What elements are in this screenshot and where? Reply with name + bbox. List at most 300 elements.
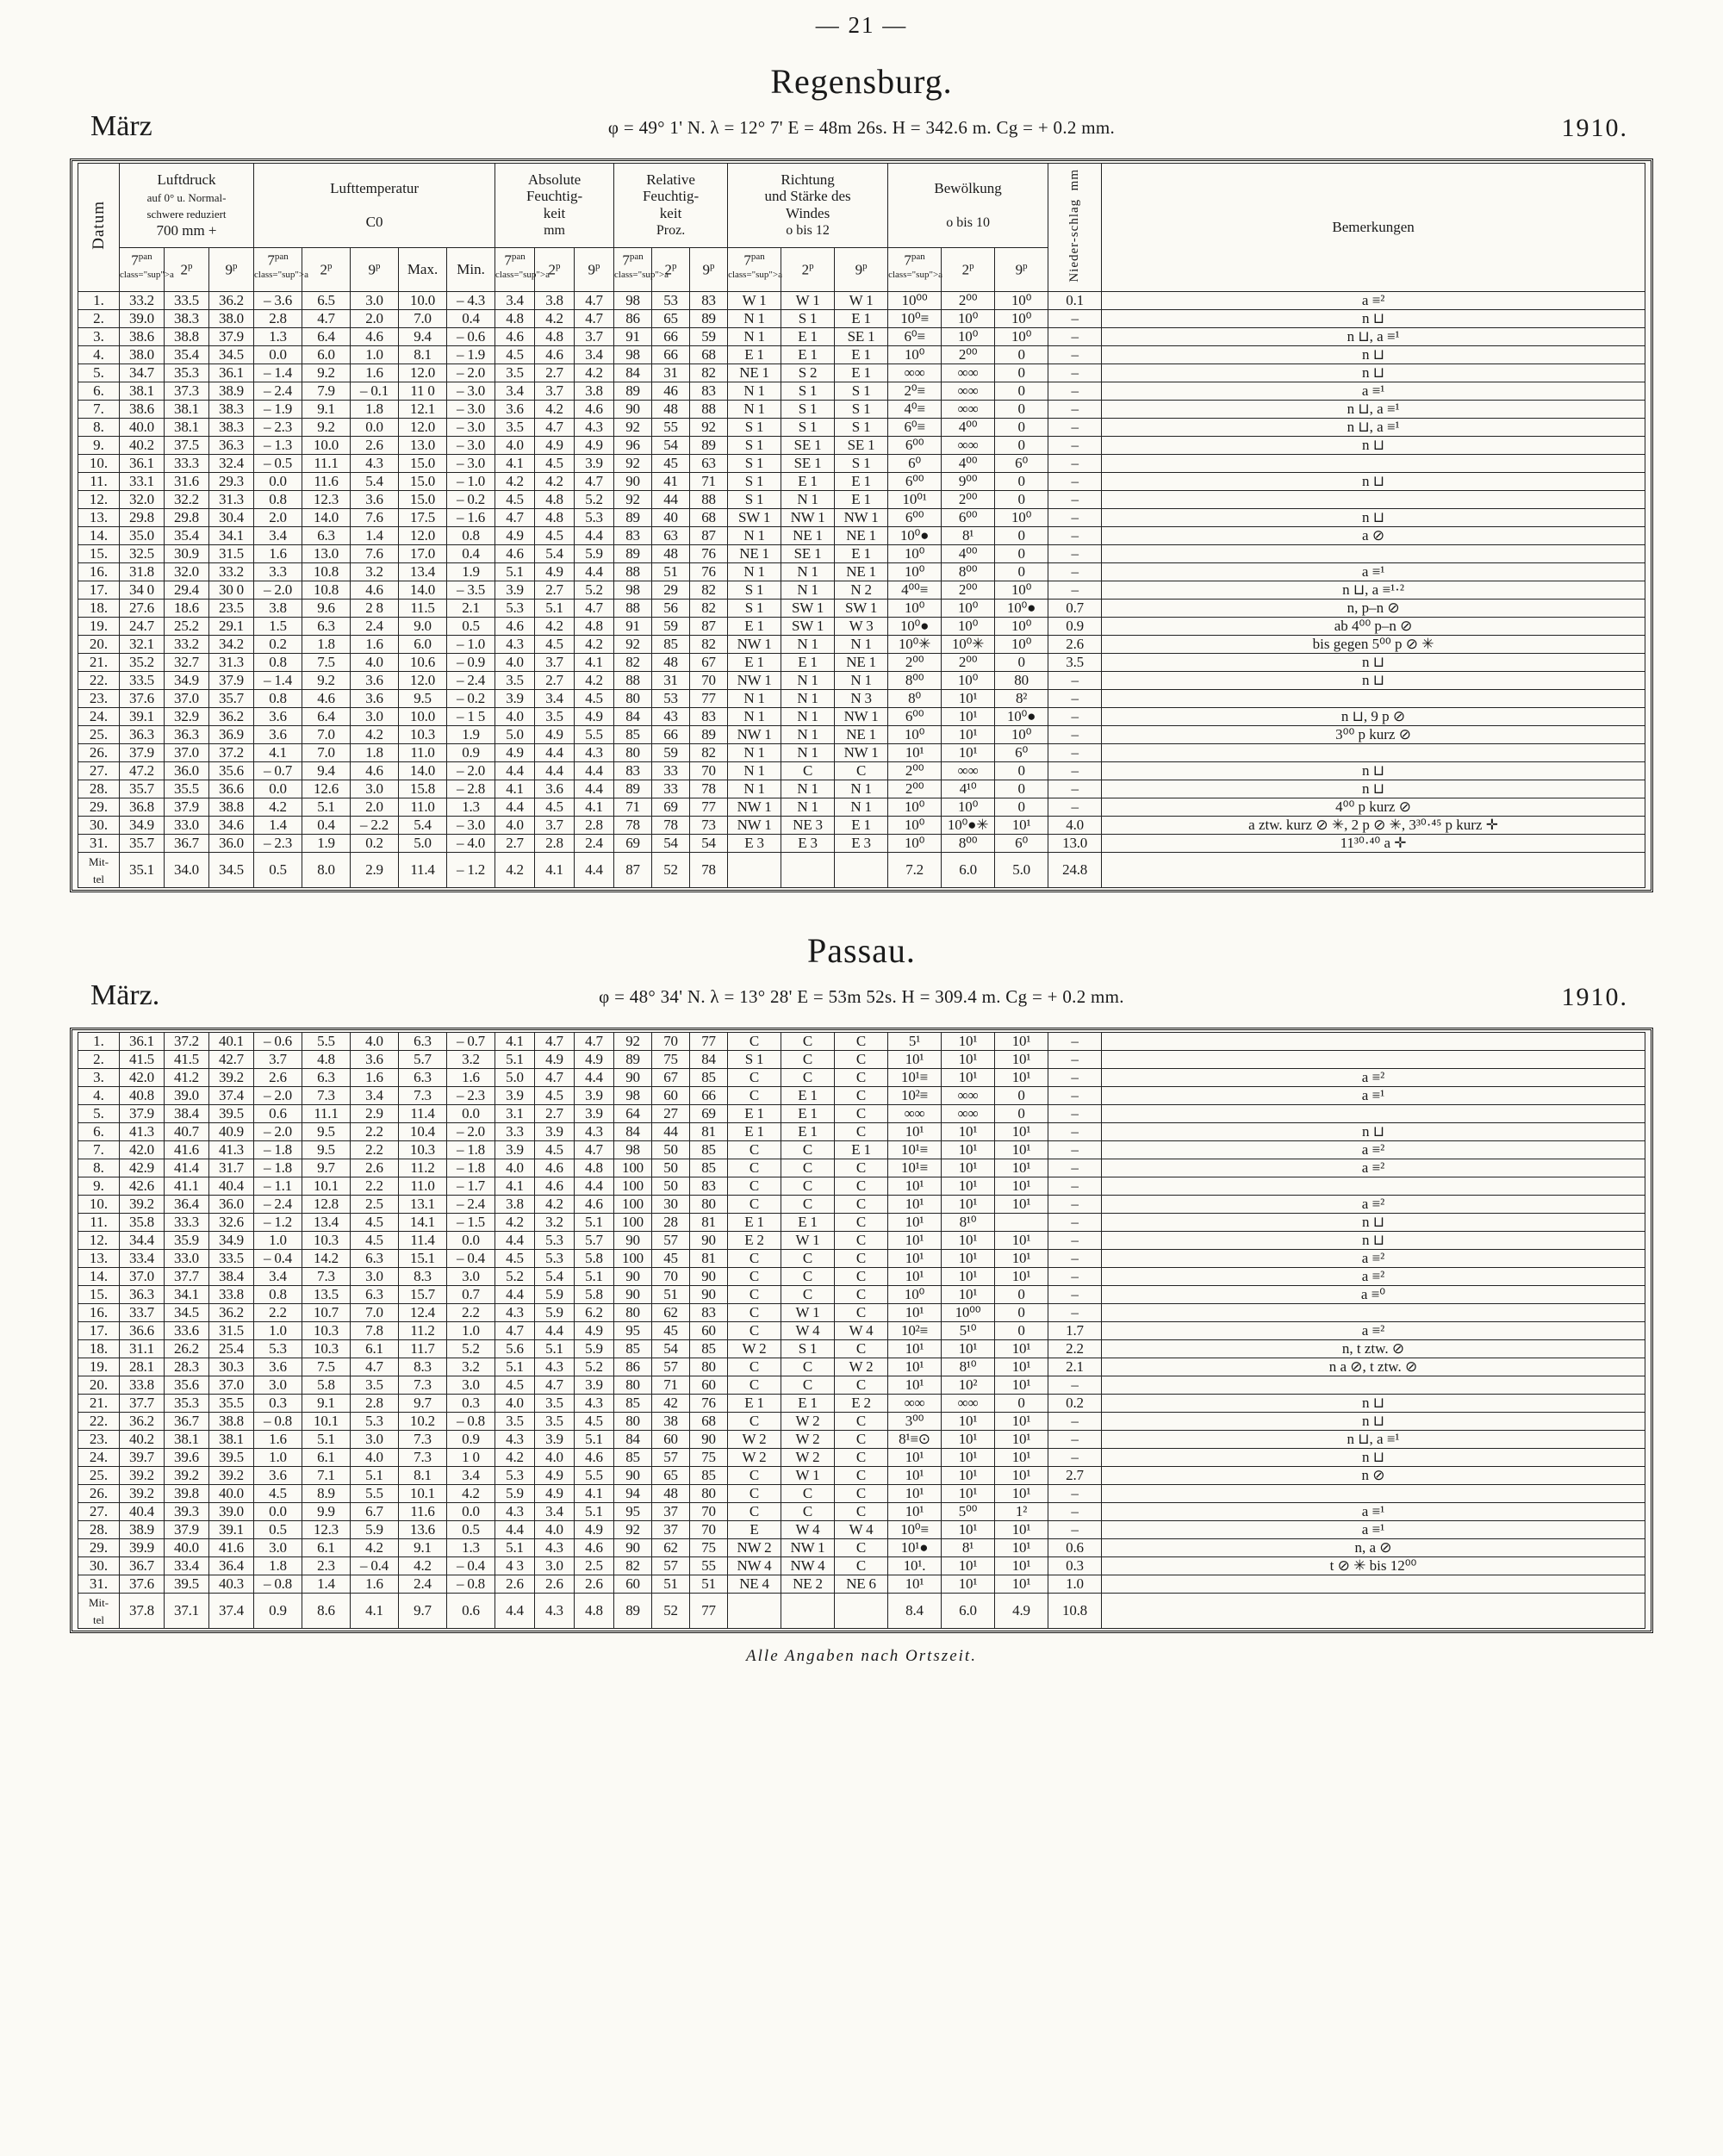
cell-abs-feuchtigkeit: 4.5 <box>575 1413 614 1431</box>
station-title: Passau. <box>807 931 916 971</box>
cell-abs-feuchtigkeit: 3.6 <box>495 401 535 419</box>
cell-lufttemperatur: 2.2 <box>351 1123 399 1141</box>
cell-bewoelkung: 8.4 <box>888 1594 942 1629</box>
cell-rel-feuchtigkeit: 60 <box>690 1322 728 1340</box>
cell-wind: S 1 <box>781 401 835 419</box>
cell-lufttemperatur: – 2.0 <box>254 1123 302 1141</box>
cell-rel-feuchtigkeit: 83 <box>614 527 652 545</box>
cell-luftdruck: 35.9 <box>165 1232 209 1250</box>
cell-lufttemperatur: – 2.0 <box>254 1087 302 1105</box>
cell-bemerkungen: a ≡¹ <box>1102 1521 1645 1539</box>
cell-wind: NW 2 <box>728 1539 781 1557</box>
cell-bemerkungen <box>1102 744 1645 762</box>
cell-lufttemperatur: 0.9 <box>254 1594 302 1629</box>
cell-rel-feuchtigkeit: 98 <box>614 1141 652 1159</box>
cell-abs-feuchtigkeit: 4.0 <box>495 1395 535 1413</box>
cell-lufttemperatur: 0.5 <box>254 1521 302 1539</box>
cell-abs-feuchtigkeit: 3.5 <box>535 708 575 726</box>
cell-luftdruck: 37.7 <box>120 1395 165 1413</box>
cell-lufttemperatur: 1.8 <box>351 401 399 419</box>
cell-lufttemperatur: 0.2 <box>351 835 399 853</box>
cell-niederschlag: – <box>1048 382 1102 401</box>
cell-abs-feuchtigkeit: 5.1 <box>575 1503 614 1521</box>
cell-lufttemperatur: 6.3 <box>302 1069 351 1087</box>
cell-lufttemperatur: – 3.0 <box>447 419 495 437</box>
cell-luftdruck: 38.9 <box>209 382 254 401</box>
table-row <box>78 1159 1645 1177</box>
cell-abs-feuchtigkeit: 5.5 <box>575 1467 614 1485</box>
cell-niederschlag: – <box>1048 1159 1102 1177</box>
table-row <box>78 346 1645 364</box>
cell-wind: NE 1 <box>835 654 888 672</box>
cell-lufttemperatur: 12.8 <box>302 1196 351 1214</box>
cell-lufttemperatur: – 3.0 <box>447 437 495 455</box>
cell-niederschlag: – <box>1048 455 1102 473</box>
cell-rel-feuchtigkeit: 44 <box>652 491 690 509</box>
cell-bewoelkung: 10¹ <box>888 1123 942 1141</box>
cell-rel-feuchtigkeit: 98 <box>614 1087 652 1105</box>
cell-rel-feuchtigkeit: 89 <box>614 780 652 798</box>
cell-abs-feuchtigkeit: 4.5 <box>495 1376 535 1395</box>
cell-wind: E 1 <box>781 346 835 364</box>
cell-lufttemperatur: 3.4 <box>254 527 302 545</box>
cell-datum: 29. <box>78 798 120 817</box>
cell-bewoelkung: ∞∞ <box>942 364 995 382</box>
cell-lufttemperatur: – 0.7 <box>254 762 302 780</box>
cell-bemerkungen: n ⊔ <box>1102 672 1645 690</box>
cell-niederschlag: 0.9 <box>1048 618 1102 636</box>
cell-luftdruck: 34.1 <box>209 527 254 545</box>
cell-rel-feuchtigkeit: 92 <box>614 1033 652 1051</box>
cell-luftdruck: 39.2 <box>120 1485 165 1503</box>
table-row <box>78 1358 1645 1376</box>
cell-datum: 27. <box>78 762 120 780</box>
cell-bemerkungen: n ⊔ <box>1102 1449 1645 1467</box>
cell-lufttemperatur: 7.6 <box>351 545 399 563</box>
cell-bemerkungen <box>1102 1376 1645 1395</box>
cell-bemerkungen: n ⊔ <box>1102 473 1645 491</box>
cell-lufttemperatur: 4.5 <box>351 1232 399 1250</box>
cell-wind: N 1 <box>835 672 888 690</box>
cell-abs-feuchtigkeit: 3.9 <box>535 1431 575 1449</box>
cell-lufttemperatur: – 0.2 <box>447 491 495 509</box>
cell-wind: NW 1 <box>728 636 781 654</box>
cell-lufttemperatur: 5.9 <box>351 1521 399 1539</box>
cell-rel-feuchtigkeit: 67 <box>652 1069 690 1087</box>
cell-bemerkungen: n ⊔, a ≡¹ <box>1102 401 1645 419</box>
cell-wind: W 2 <box>728 1431 781 1449</box>
table-row <box>78 636 1645 654</box>
cell-bewoelkung: 10¹ <box>942 1177 995 1196</box>
cell-lufttemperatur: 0.0 <box>254 1503 302 1521</box>
cell-bemerkungen: a ≡¹ <box>1102 1503 1645 1521</box>
cell-luftdruck: 37.9 <box>120 744 165 762</box>
cell-luftdruck: 32.4 <box>209 455 254 473</box>
cell-rel-feuchtigkeit: 90 <box>614 1069 652 1087</box>
cell-lufttemperatur: 3.0 <box>447 1268 495 1286</box>
cell-luftdruck: 36.4 <box>165 1196 209 1214</box>
cell-bewoelkung: 8⁰⁰ <box>942 835 995 853</box>
cell-bewoelkung: 10¹ <box>942 1485 995 1503</box>
cell-bemerkungen <box>1102 455 1645 473</box>
cell-luftdruck: 37.0 <box>165 744 209 762</box>
cell-wind: N 1 <box>728 382 781 401</box>
cell-abs-feuchtigkeit: 3.9 <box>575 1376 614 1395</box>
cell-lufttemperatur: – 2.3 <box>447 1087 495 1105</box>
cell-lufttemperatur: 11.0 <box>399 798 447 817</box>
cell-luftdruck: 37.0 <box>209 1376 254 1395</box>
col-header: 2$^p$ <box>302 247 351 292</box>
cell-abs-feuchtigkeit: 2.6 <box>535 1575 575 1594</box>
cell-luftdruck: 31.7 <box>209 1159 254 1177</box>
cell-abs-feuchtigkeit: 3.4 <box>495 382 535 401</box>
cell-rel-feuchtigkeit: 78 <box>690 853 728 888</box>
table-row <box>78 690 1645 708</box>
table-row <box>78 835 1645 853</box>
cell-wind: C <box>781 1177 835 1196</box>
cell-bemerkungen: n, t ztw. ⊘ <box>1102 1340 1645 1358</box>
cell-wind: S 1 <box>728 1051 781 1069</box>
cell-lufttemperatur: 8.3 <box>399 1268 447 1286</box>
cell-datum: 18. <box>78 1340 120 1358</box>
cell-lufttemperatur: 0.8 <box>254 1286 302 1304</box>
table-row <box>78 1087 1645 1105</box>
cell-abs-feuchtigkeit: 4.7 <box>495 1322 535 1340</box>
cell-bewoelkung: 10¹ <box>995 1467 1048 1485</box>
cell-bewoelkung: 80 <box>995 672 1048 690</box>
cell-wind: C <box>835 1196 888 1214</box>
cell-datum: 28. <box>78 780 120 798</box>
cell-lufttemperatur: 1.0 <box>254 1232 302 1250</box>
cell-lufttemperatur: 3.2 <box>447 1051 495 1069</box>
cell-abs-feuchtigkeit: 4.6 <box>495 545 535 563</box>
cell-luftdruck: 34.9 <box>120 817 165 835</box>
cell-abs-feuchtigkeit: 4.5 <box>495 346 535 364</box>
cell-bewoelkung: 10¹ <box>888 1358 942 1376</box>
cell-luftdruck: 36.6 <box>120 1322 165 1340</box>
cell-lufttemperatur: 0.0 <box>447 1105 495 1123</box>
cell-datum: Mit- tel <box>78 853 120 888</box>
cell-bewoelkung: 10¹ <box>942 726 995 744</box>
cell-bewoelkung: 10¹ <box>995 1159 1048 1177</box>
cell-bewoelkung: 10⁰≡ <box>888 310 942 328</box>
cell-lufttemperatur: 4.6 <box>302 690 351 708</box>
cell-abs-feuchtigkeit: 4.5 <box>535 1087 575 1105</box>
cell-rel-feuchtigkeit: 92 <box>690 419 728 437</box>
cell-wind: E 2 <box>728 1232 781 1250</box>
table-row <box>78 1250 1645 1268</box>
cell-abs-feuchtigkeit: 5.2 <box>575 491 614 509</box>
cell-lufttemperatur: 2 8 <box>351 600 399 618</box>
cell-luftdruck: 42.6 <box>120 1177 165 1196</box>
cell-luftdruck: 36.7 <box>120 1557 165 1575</box>
cell-abs-feuchtigkeit: 2.7 <box>495 835 535 853</box>
cell-wind: NW 1 <box>728 817 781 835</box>
cell-datum: 3. <box>78 1069 120 1087</box>
cell-luftdruck: 47.2 <box>120 762 165 780</box>
table-row <box>78 1395 1645 1413</box>
table-row <box>78 1521 1645 1539</box>
cell-luftdruck: 38.0 <box>120 346 165 364</box>
cell-wind: C <box>835 1503 888 1521</box>
cell-abs-feuchtigkeit: 4.7 <box>535 419 575 437</box>
cell-datum: 4. <box>78 346 120 364</box>
cell-lufttemperatur: 7.8 <box>351 1322 399 1340</box>
cell-lufttemperatur: – 1.8 <box>447 1141 495 1159</box>
table-row <box>78 1594 1645 1629</box>
cell-lufttemperatur: 13.0 <box>302 545 351 563</box>
cell-abs-feuchtigkeit: 5.4 <box>535 545 575 563</box>
cell-abs-feuchtigkeit: 3.9 <box>575 1087 614 1105</box>
cell-luftdruck: 36.1 <box>120 455 165 473</box>
cell-lufttemperatur: – 1.1 <box>254 1177 302 1196</box>
cell-luftdruck: 40.1 <box>209 1033 254 1051</box>
cell-wind: NW 1 <box>835 708 888 726</box>
cell-bewoelkung: 10¹≡ <box>888 1141 942 1159</box>
cell-bewoelkung: 10¹ <box>995 1123 1048 1141</box>
cell-wind: N 1 <box>781 491 835 509</box>
cell-luftdruck: 34.5 <box>209 346 254 364</box>
cell-wind: SW 1 <box>781 618 835 636</box>
cell-lufttemperatur: 2.8 <box>351 1395 399 1413</box>
cell-lufttemperatur: 1.6 <box>351 1575 399 1594</box>
month-label: März <box>90 110 152 142</box>
cell-lufttemperatur: 3.6 <box>351 491 399 509</box>
cell-rel-feuchtigkeit: 85 <box>614 1395 652 1413</box>
cell-lufttemperatur: 11.6 <box>399 1503 447 1521</box>
cell-rel-feuchtigkeit: 42 <box>652 1395 690 1413</box>
cell-luftdruck: 40.7 <box>165 1123 209 1141</box>
cell-rel-feuchtigkeit: 50 <box>652 1177 690 1196</box>
cell-wind: SE 1 <box>781 455 835 473</box>
table-row <box>78 1141 1645 1159</box>
cell-abs-feuchtigkeit: 3.7 <box>575 328 614 346</box>
cell-abs-feuchtigkeit: 5.1 <box>495 563 535 581</box>
cell-lufttemperatur: 7.0 <box>302 744 351 762</box>
cell-abs-feuchtigkeit: 4.4 <box>495 1521 535 1539</box>
cell-lufttemperatur: 2.4 <box>399 1575 447 1594</box>
cell-luftdruck: 32.6 <box>209 1214 254 1232</box>
cell-abs-feuchtigkeit: 4.3 <box>495 1431 535 1449</box>
cell-luftdruck: 40.0 <box>120 419 165 437</box>
cell-lufttemperatur: 4.2 <box>399 1557 447 1575</box>
cell-niederschlag: – <box>1048 1033 1102 1051</box>
cell-luftdruck: 38.1 <box>120 382 165 401</box>
cell-datum: 26. <box>78 744 120 762</box>
cell-luftdruck: 36.9 <box>209 726 254 744</box>
cell-abs-feuchtigkeit: 4.2 <box>495 853 535 888</box>
cell-wind: N 1 <box>781 690 835 708</box>
cell-niederschlag: 0.6 <box>1048 1539 1102 1557</box>
cell-niederschlag: 2.7 <box>1048 1467 1102 1485</box>
cell-lufttemperatur: 2.2 <box>254 1304 302 1322</box>
cell-luftdruck: 18.6 <box>165 600 209 618</box>
cell-bewoelkung: 10¹ <box>942 1449 995 1467</box>
cell-luftdruck: 40.3 <box>209 1575 254 1594</box>
cell-wind: W 1 <box>781 292 835 310</box>
cell-luftdruck: 27.6 <box>120 600 165 618</box>
cell-luftdruck: 39.8 <box>165 1485 209 1503</box>
cell-lufttemperatur: 3.0 <box>254 1539 302 1557</box>
cell-lufttemperatur: 2.5 <box>351 1196 399 1214</box>
cell-lufttemperatur: – 1.9 <box>447 346 495 364</box>
cell-abs-feuchtigkeit: 2.7 <box>535 364 575 382</box>
cell-luftdruck: 34.2 <box>209 636 254 654</box>
cell-niederschlag: 2.1 <box>1048 1358 1102 1376</box>
cell-lufttemperatur: – 1.8 <box>254 1141 302 1159</box>
cell-wind: C <box>835 1250 888 1268</box>
cell-bemerkungen: n ⊔ <box>1102 1214 1645 1232</box>
table-row <box>78 1503 1645 1521</box>
cell-lufttemperatur: – 1.9 <box>254 401 302 419</box>
cell-bemerkungen: t ⊘ ✳ bis 12⁰⁰ <box>1102 1557 1645 1575</box>
cell-lufttemperatur: 7.5 <box>302 654 351 672</box>
cell-datum: 1. <box>78 1033 120 1051</box>
cell-luftdruck: 38.1 <box>165 401 209 419</box>
footer-note: Alle Angaben nach Ortszeit. <box>746 1647 977 1666</box>
cell-wind: N 1 <box>781 744 835 762</box>
cell-lufttemperatur: 6.4 <box>302 708 351 726</box>
cell-rel-feuchtigkeit: 70 <box>690 1521 728 1539</box>
cell-rel-feuchtigkeit: 88 <box>614 672 652 690</box>
cell-lufttemperatur: 12.0 <box>399 672 447 690</box>
cell-wind: E 1 <box>781 1214 835 1232</box>
cell-abs-feuchtigkeit: 4.2 <box>535 310 575 328</box>
cell-wind: W 4 <box>835 1322 888 1340</box>
cell-rel-feuchtigkeit: 46 <box>652 382 690 401</box>
cell-luftdruck: 37.0 <box>165 690 209 708</box>
cell-wind: S 1 <box>728 437 781 455</box>
cell-lufttemperatur: – 2.8 <box>447 780 495 798</box>
cell-bewoelkung: 6⁰⁰ <box>942 509 995 527</box>
cell-bewoelkung: 10¹ <box>888 1485 942 1503</box>
cell-lufttemperatur: 9.5 <box>302 1123 351 1141</box>
cell-wind: C <box>728 1286 781 1304</box>
cell-wind: E 1 <box>781 1105 835 1123</box>
cell-wind: SW 1 <box>728 509 781 527</box>
cell-abs-feuchtigkeit: 4.1 <box>575 654 614 672</box>
cell-abs-feuchtigkeit: 4.2 <box>495 1214 535 1232</box>
cell-bewoelkung: 10⁰ <box>942 672 995 690</box>
cell-niederschlag: 0.7 <box>1048 600 1102 618</box>
cell-bewoelkung: 10¹ <box>995 1250 1048 1268</box>
cell-bewoelkung: 2⁰⁰ <box>942 581 995 600</box>
cell-luftdruck: 34 0 <box>120 581 165 600</box>
cell-rel-feuchtigkeit: 90 <box>690 1431 728 1449</box>
cell-bemerkungen <box>1102 690 1645 708</box>
cell-rel-feuchtigkeit: 66 <box>652 328 690 346</box>
cell-datum: 17. <box>78 581 120 600</box>
cell-lufttemperatur: 15.0 <box>399 473 447 491</box>
cell-lufttemperatur: 1.8 <box>351 744 399 762</box>
cell-lufttemperatur: 9.7 <box>399 1594 447 1629</box>
cell-datum: 15. <box>78 545 120 563</box>
cell-wind: E 1 <box>781 654 835 672</box>
cell-luftdruck: 39.3 <box>165 1503 209 1521</box>
cell-rel-feuchtigkeit: 63 <box>652 527 690 545</box>
cell-lufttemperatur: 11.4 <box>399 1232 447 1250</box>
cell-bewoelkung: 0 <box>995 491 1048 509</box>
cell-rel-feuchtigkeit: 82 <box>690 600 728 618</box>
cell-bewoelkung: 10⁰●✳ <box>942 817 995 835</box>
cell-bewoelkung: 10¹ <box>995 1196 1048 1214</box>
cell-bewoelkung: 6⁰≡ <box>888 328 942 346</box>
cell-abs-feuchtigkeit: 5.2 <box>575 581 614 600</box>
cell-lufttemperatur: 11.2 <box>399 1159 447 1177</box>
cell-bewoelkung: 2⁰≡ <box>888 382 942 401</box>
cell-bemerkungen: n ⊔ <box>1102 437 1645 455</box>
table-row <box>78 419 1645 437</box>
cell-lufttemperatur: 1.0 <box>351 346 399 364</box>
cell-bewoelkung: 10⁰● <box>888 618 942 636</box>
cell-wind: E 1 <box>835 310 888 328</box>
cell-niederschlag: 13.0 <box>1048 835 1102 853</box>
cell-bewoelkung <box>995 1214 1048 1232</box>
cell-bemerkungen <box>1102 1485 1645 1503</box>
table-row <box>78 527 1645 545</box>
cell-abs-feuchtigkeit: 4.0 <box>535 1449 575 1467</box>
cell-lufttemperatur: 0.8 <box>254 690 302 708</box>
cell-rel-feuchtigkeit: 70 <box>652 1033 690 1051</box>
cell-wind: C <box>728 1268 781 1286</box>
cell-bewoelkung: 10⁰● <box>995 708 1048 726</box>
cell-rel-feuchtigkeit: 53 <box>652 292 690 310</box>
cell-lufttemperatur: 9.1 <box>302 1395 351 1413</box>
cell-datum: 11. <box>78 473 120 491</box>
cell-bewoelkung: 10⁰ <box>888 545 942 563</box>
cell-bemerkungen: n ⊔ <box>1102 654 1645 672</box>
cell-bewoelkung: 10¹ <box>942 1467 995 1485</box>
cell-datum: 16. <box>78 1304 120 1322</box>
cell-abs-feuchtigkeit: 4.1 <box>495 455 535 473</box>
cell-luftdruck: 38.6 <box>120 328 165 346</box>
cell-datum: 13. <box>78 1250 120 1268</box>
cell-luftdruck: 38.8 <box>209 1413 254 1431</box>
cell-niederschlag: – <box>1048 1123 1102 1141</box>
cell-rel-feuchtigkeit: 84 <box>690 1051 728 1069</box>
cell-lufttemperatur: 11.0 <box>399 1177 447 1196</box>
cell-lufttemperatur: 4.0 <box>351 1449 399 1467</box>
cell-wind: S 1 <box>835 419 888 437</box>
cell-rel-feuchtigkeit: 83 <box>614 762 652 780</box>
cell-wind: SE 1 <box>835 328 888 346</box>
cell-bemerkungen: a ≡² <box>1102 1141 1645 1159</box>
cell-lufttemperatur: 3.0 <box>351 1431 399 1449</box>
cell-lufttemperatur: 8.3 <box>399 1358 447 1376</box>
cell-abs-feuchtigkeit: 5.9 <box>575 545 614 563</box>
cell-abs-feuchtigkeit: 4.8 <box>535 328 575 346</box>
table-row <box>78 708 1645 726</box>
cell-bewoelkung: 10¹≡ <box>888 1069 942 1087</box>
year-label: 1910. <box>1561 983 1628 1012</box>
cell-abs-feuchtigkeit: 5.7 <box>575 1232 614 1250</box>
cell-luftdruck: 41.4 <box>165 1159 209 1177</box>
cell-rel-feuchtigkeit: 91 <box>614 328 652 346</box>
cell-rel-feuchtigkeit: 94 <box>614 1485 652 1503</box>
cell-rel-feuchtigkeit: 70 <box>690 672 728 690</box>
cell-datum: 12. <box>78 491 120 509</box>
cell-rel-feuchtigkeit: 90 <box>614 473 652 491</box>
cell-niederschlag: – <box>1048 1105 1102 1123</box>
cell-rel-feuchtigkeit: 88 <box>614 563 652 581</box>
cell-abs-feuchtigkeit: 4.3 <box>535 1594 575 1629</box>
cell-datum: 22. <box>78 1413 120 1431</box>
cell-lufttemperatur: 6.3 <box>302 618 351 636</box>
cell-abs-feuchtigkeit: 4.9 <box>575 1521 614 1539</box>
cell-bewoelkung: 4.9 <box>995 1594 1048 1629</box>
cell-rel-feuchtigkeit: 89 <box>690 310 728 328</box>
cell-lufttemperatur: – 0.4 <box>351 1557 399 1575</box>
